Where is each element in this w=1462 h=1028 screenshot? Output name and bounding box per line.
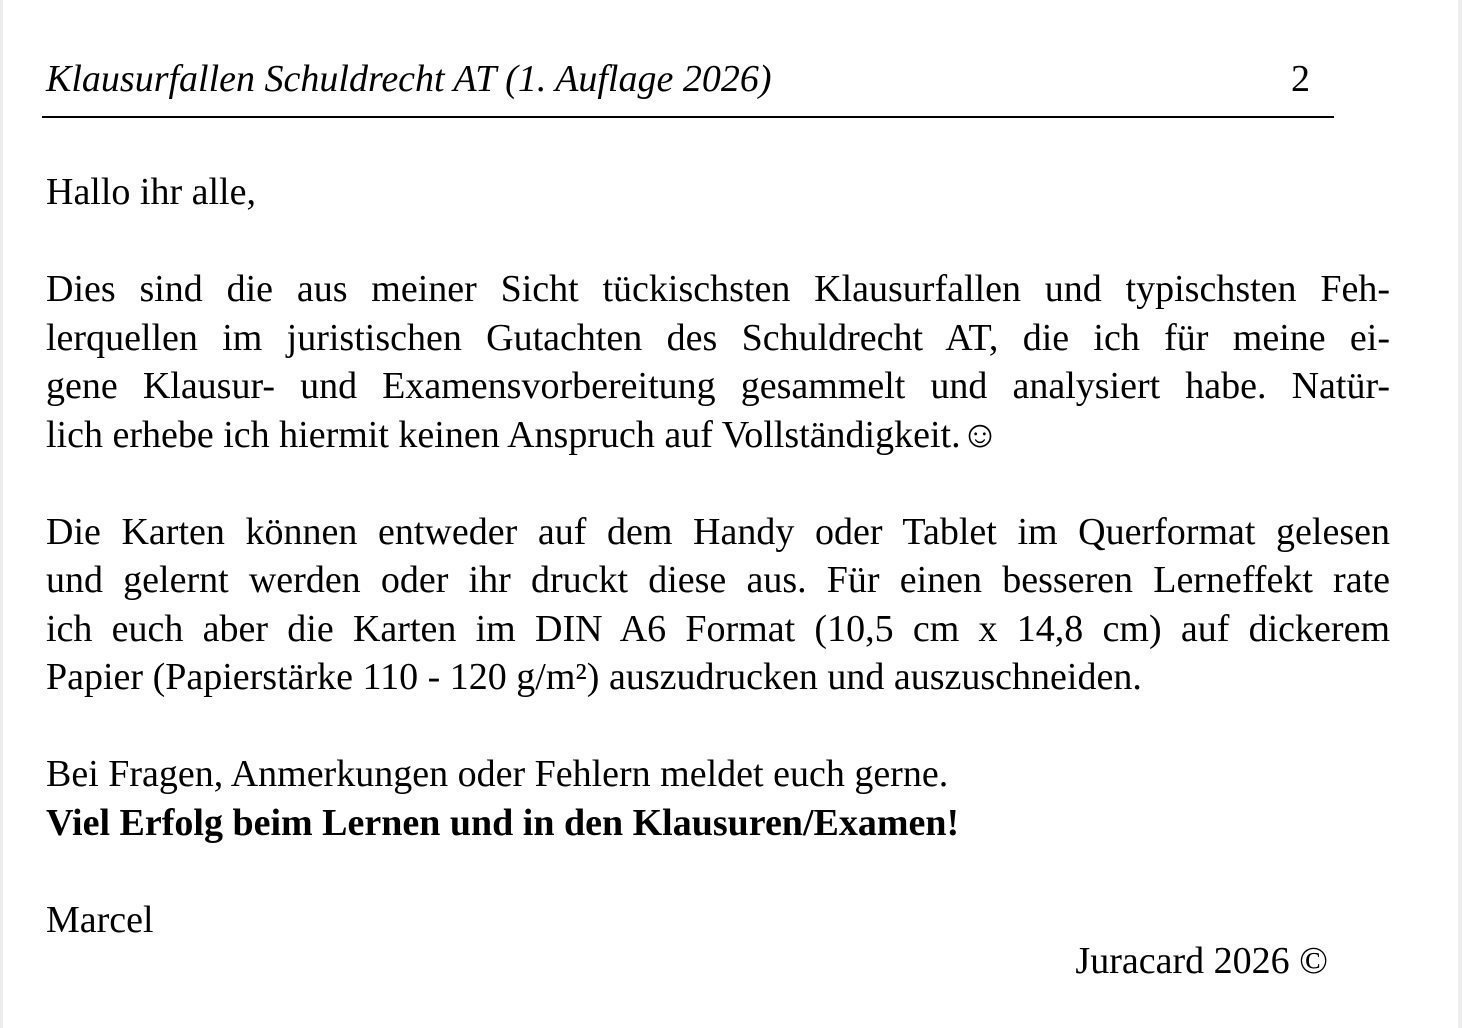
paragraph-spacer xyxy=(46,847,1390,896)
letter-body xyxy=(46,168,1390,944)
copyright-notice: Juracard 2026 © xyxy=(1075,940,1328,982)
cards-line: und gelernt werden oder ihr druckt diese aus. Für einen besseren Lerneffekt rate xyxy=(46,559,1390,601)
cards-line: Die Karten können entweder auf dem Handy oder Tablet im Querformat gelesen xyxy=(46,510,1390,553)
cards-paragraph xyxy=(46,508,1390,702)
header-divider xyxy=(42,116,1334,118)
header-title: Klausurfallen Schuldrecht AT (1. Auflage 2026) xyxy=(46,58,772,100)
paragraph-spacer xyxy=(46,217,1390,266)
closing-wish: Viel Erfolg beim Lernen und in den Klausuren/Examen! xyxy=(46,801,960,844)
intro-line: Dies sind die aus meiner Sicht tückischsten Klausurfallen und typischsten Feh- xyxy=(46,268,1390,310)
page-header xyxy=(46,54,1310,104)
intro-line: lerquellen im juristischen Gutachten des Schuldrecht AT, die ich für meine ei- xyxy=(46,316,1390,359)
greeting: Hallo ihr alle, xyxy=(46,171,256,213)
cards-line: Papier (Papierstärke 110 - 120 g/m²) auszudrucken und auszuschneiden. xyxy=(46,656,1142,698)
paragraph-spacer xyxy=(46,702,1390,751)
questions-line: Bei Fragen, Anmerkungen oder Fehlern meldet euch gerne. xyxy=(46,753,949,795)
intro-paragraph xyxy=(46,265,1390,459)
signature: Marcel xyxy=(46,898,154,941)
page-number: 2 xyxy=(1291,58,1310,100)
intro-line: gene Klausur- und Examensvorbereitung gesammelt und analysiert habe. Natür- xyxy=(46,365,1390,407)
cards-line: ich euch aber die Karten im DIN A6 Format (10,5 cm x 14,8 cm) auf dickerem xyxy=(46,607,1390,650)
paragraph-spacer xyxy=(46,459,1390,508)
intro-line: lich erhebe ich hiermit keinen Anspruch auf Vollständigkeit.☺ xyxy=(46,413,1000,456)
